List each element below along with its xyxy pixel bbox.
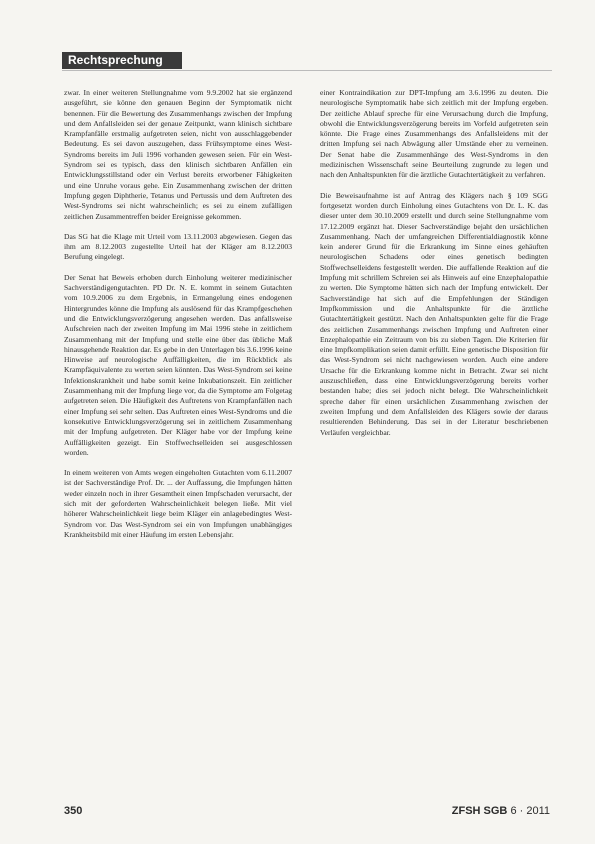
left-column: [64, 88, 292, 550]
section-header: Rechtsprechung: [62, 52, 182, 69]
journal-footer: [452, 805, 550, 817]
journal-name: ZFSH SGB: [451, 805, 508, 817]
paragraph: zwar. In einer weiteren Stellungnahme vom 9.9.2002 hat sie ergänzend ausgeführt, sie könne den genauen Beginn der Symptomatik nicht benennen. Für die Bewertung des Zusammenhangs zwischen der Impfung und dem Anfallsleiden sei der genaue Zeitpunkt, wann klinisch sichtbare Krampfanfälle erstmalig aufgetreten seien, nicht von ausschlaggebender Bedeutung. Es sei davon auszugehen, dass Frühsymptome eines West-Syndroms bereits im Juli 1996 vorhanden gewesen seien. Für ein West-Syndrom sei es typisch, dass den klinisch sichtbaren Anfällen ein Entwicklungsstillstand oder ein Verlust bereits erworbener Fähigkeiten und eine Unruhe voraus gehe. Ein Zusammenhang zwischen der dritten Impfung gegen Diphtherie, Tetanus und Pertussis und dem Auftreten des West-Syndroms sei nicht wahrscheinlich; es sei zu einem zufälligen zeitlichen Zusammentreffen beider Ereignisse gekommen.: [64, 88, 292, 221]
paragraph: Das SG hat die Klage mit Urteil vom 13.11.2003 abgewiesen. Gegen das ihm am 8.12.2003 zugestellte Urteil hat der Kläger am 8.12.2003 Berufung eingelegt.: [64, 231, 292, 262]
header-rule: [62, 70, 552, 71]
right-column: [320, 88, 548, 448]
paragraph: Der Senat hat Beweis erhoben durch Einholung weiterer medizinischer Sachverständigengutachten. PD Dr. N. E. kommt in seinem Gutachten vom 10.9.2006 zu dem Ergebnis, in Ermangelung eines endogenen Hintergrundes könne die Impfung als auslösend für das Krampfgeschehen und die Entwicklungsverzögerung angesehen werden. Das anfallsweise Aufschreien nach der zweiten Impfung im Mai 1996 stehe in zeitlichem Zusammenhang mit der Impfung und stelle eine über das übliche Maß hinausgehende Reaktion dar. Es gebe in den Unterlagen bis 3.6.1996 keine Hinweise auf neurologische Auffälligkeiten, die im Rückblick als Krampfäquivalente zu werten seien könnten. Das West-Syndrom sei keine Infektionskrankheit und habe somit keine Inkubationszeit. Ein zeitlicher Zusammenhang mit der Impfung liege vor, da die Symptome am Folgetag aufgetreten seien. Die Häufigkeit des Auftretens von Krampfanfällen nach einer Impfung sei sehr selten. Das Auftreten eines West-Syndroms und die konsekutive Entwicklungsverzögerung sei in zeitlichem Zusammenhang mit der Impfung aufgetreten. Der Kläger habe vor der Impfung keine Auffälligkeiten gezeigt. Ein Stoffwechselleiden sei ausgeschlossen worden.: [64, 272, 292, 457]
journal-issue: 6 · 2011: [510, 805, 550, 817]
paragraph: einer Kontraindikation zur DPT-Impfung am 3.6.1996 zu deuten. Die neurologische Symptomatik habe sich zeitlich mit der Impfung ergeben. Der zeitliche Ablauf spreche für eine Verursachung durch die Impfung, obwohl die Entwicklungsverzögerung bereits im Vorfeld aufgetreten sein könnte. Die Frage eines Zusammenhangs des Anfallsleidens mit der dritten Impfung sei nach Abwägung aller Umstände eher zu verneinen. Der Senat habe die Zusammenhänge des West-Syndroms in den medizinischen Wissenschaft seine Beurteilung zugrunde zu legen und nach den Anhaltspunkten für die ärztliche Gutachtertätigkeit zu verfahren.: [320, 88, 548, 180]
page-number: 350: [64, 805, 83, 817]
paragraph: Die Beweisaufnahme ist auf Antrag des Klägers nach § 109 SGG fortgesetzt worden durch Einholung eines Gutachtens von Dr. L. K. das dieser unter dem 30.10.2009 erstellt und durch seine Stellungnahme vom 17.12.2009 ergänzt hat. Dieser Sachverständige bejaht den ursächlichen Zusammenhang. Nach der umfangreichen Differentialdiagnostik könne kein anderer Grund für die Erkrankung im Sinne eines gehäuften neurologischen Schadens oder eines genetisch bedingten Stoffwechselleidens festgestellt werden. Die auffallende Reaktion auf die Impfung mit schrillem Schreien sei als Hinweis auf eine Enzephalopathie zu werten. Die Symptome hätten sich nach der Impfung entwickelt. Der Sachverständige hat sich auf die Empfehlungen der Ständigen Impfkommission und die Anhaltspunkte für die ärztliche Gutachtertätigkeit gestützt. Nach den Anhaltspunkten gelte für die Frage des zeitlichen Zusammenhangs zwischen Impfung und Auftreten einer Enzephalopathie ein Zeitraum von bis zu sieben Tagen. Die Kriterien für eine Impfkomplikation seien damit erfüllt. Eine genetische Disposition für das West-Syndrom sei nicht nachgewiesen worden. Auch eine andere Ursache für die Erkrankung komme nicht in Betracht. Zwar sei nicht auszuschließen, dass eine Entwicklungsverzögerung bereits vorher bestanden habe; dies sei jedoch nicht belegt. Die Wahrscheinlichkeit spreche daher für einen ursächlichen Zusammenhang zwischen der zweiten Impfung und dem Anfallsleiden des Klägers sowie der daraus resultierenden Behinderung. Das sei in der Literatur beschriebenen Verläufen vergleichbar.: [320, 190, 548, 437]
paragraph: In einem weiteren von Amts wegen eingeholten Gutachten vom 6.11.2007 ist der Sachverständige Prof. Dr. ... der Auffassung, die Impfungen hätten weder einzeln noch in ihrer Gesamtheit einen Impfschaden verursacht, der sich mit der geforderten Wahrscheinlichkeit belegen ließe. Mit viel höherer Wahrscheinlichkeit liege beim Kläger ein anlagebedingtes West-Syndrom vor. Das West-Syndrom sei ein von Impfungen unabhängiges Krankheitsbild mit einer Häufung im ersten Lebensjahr.: [64, 468, 292, 539]
